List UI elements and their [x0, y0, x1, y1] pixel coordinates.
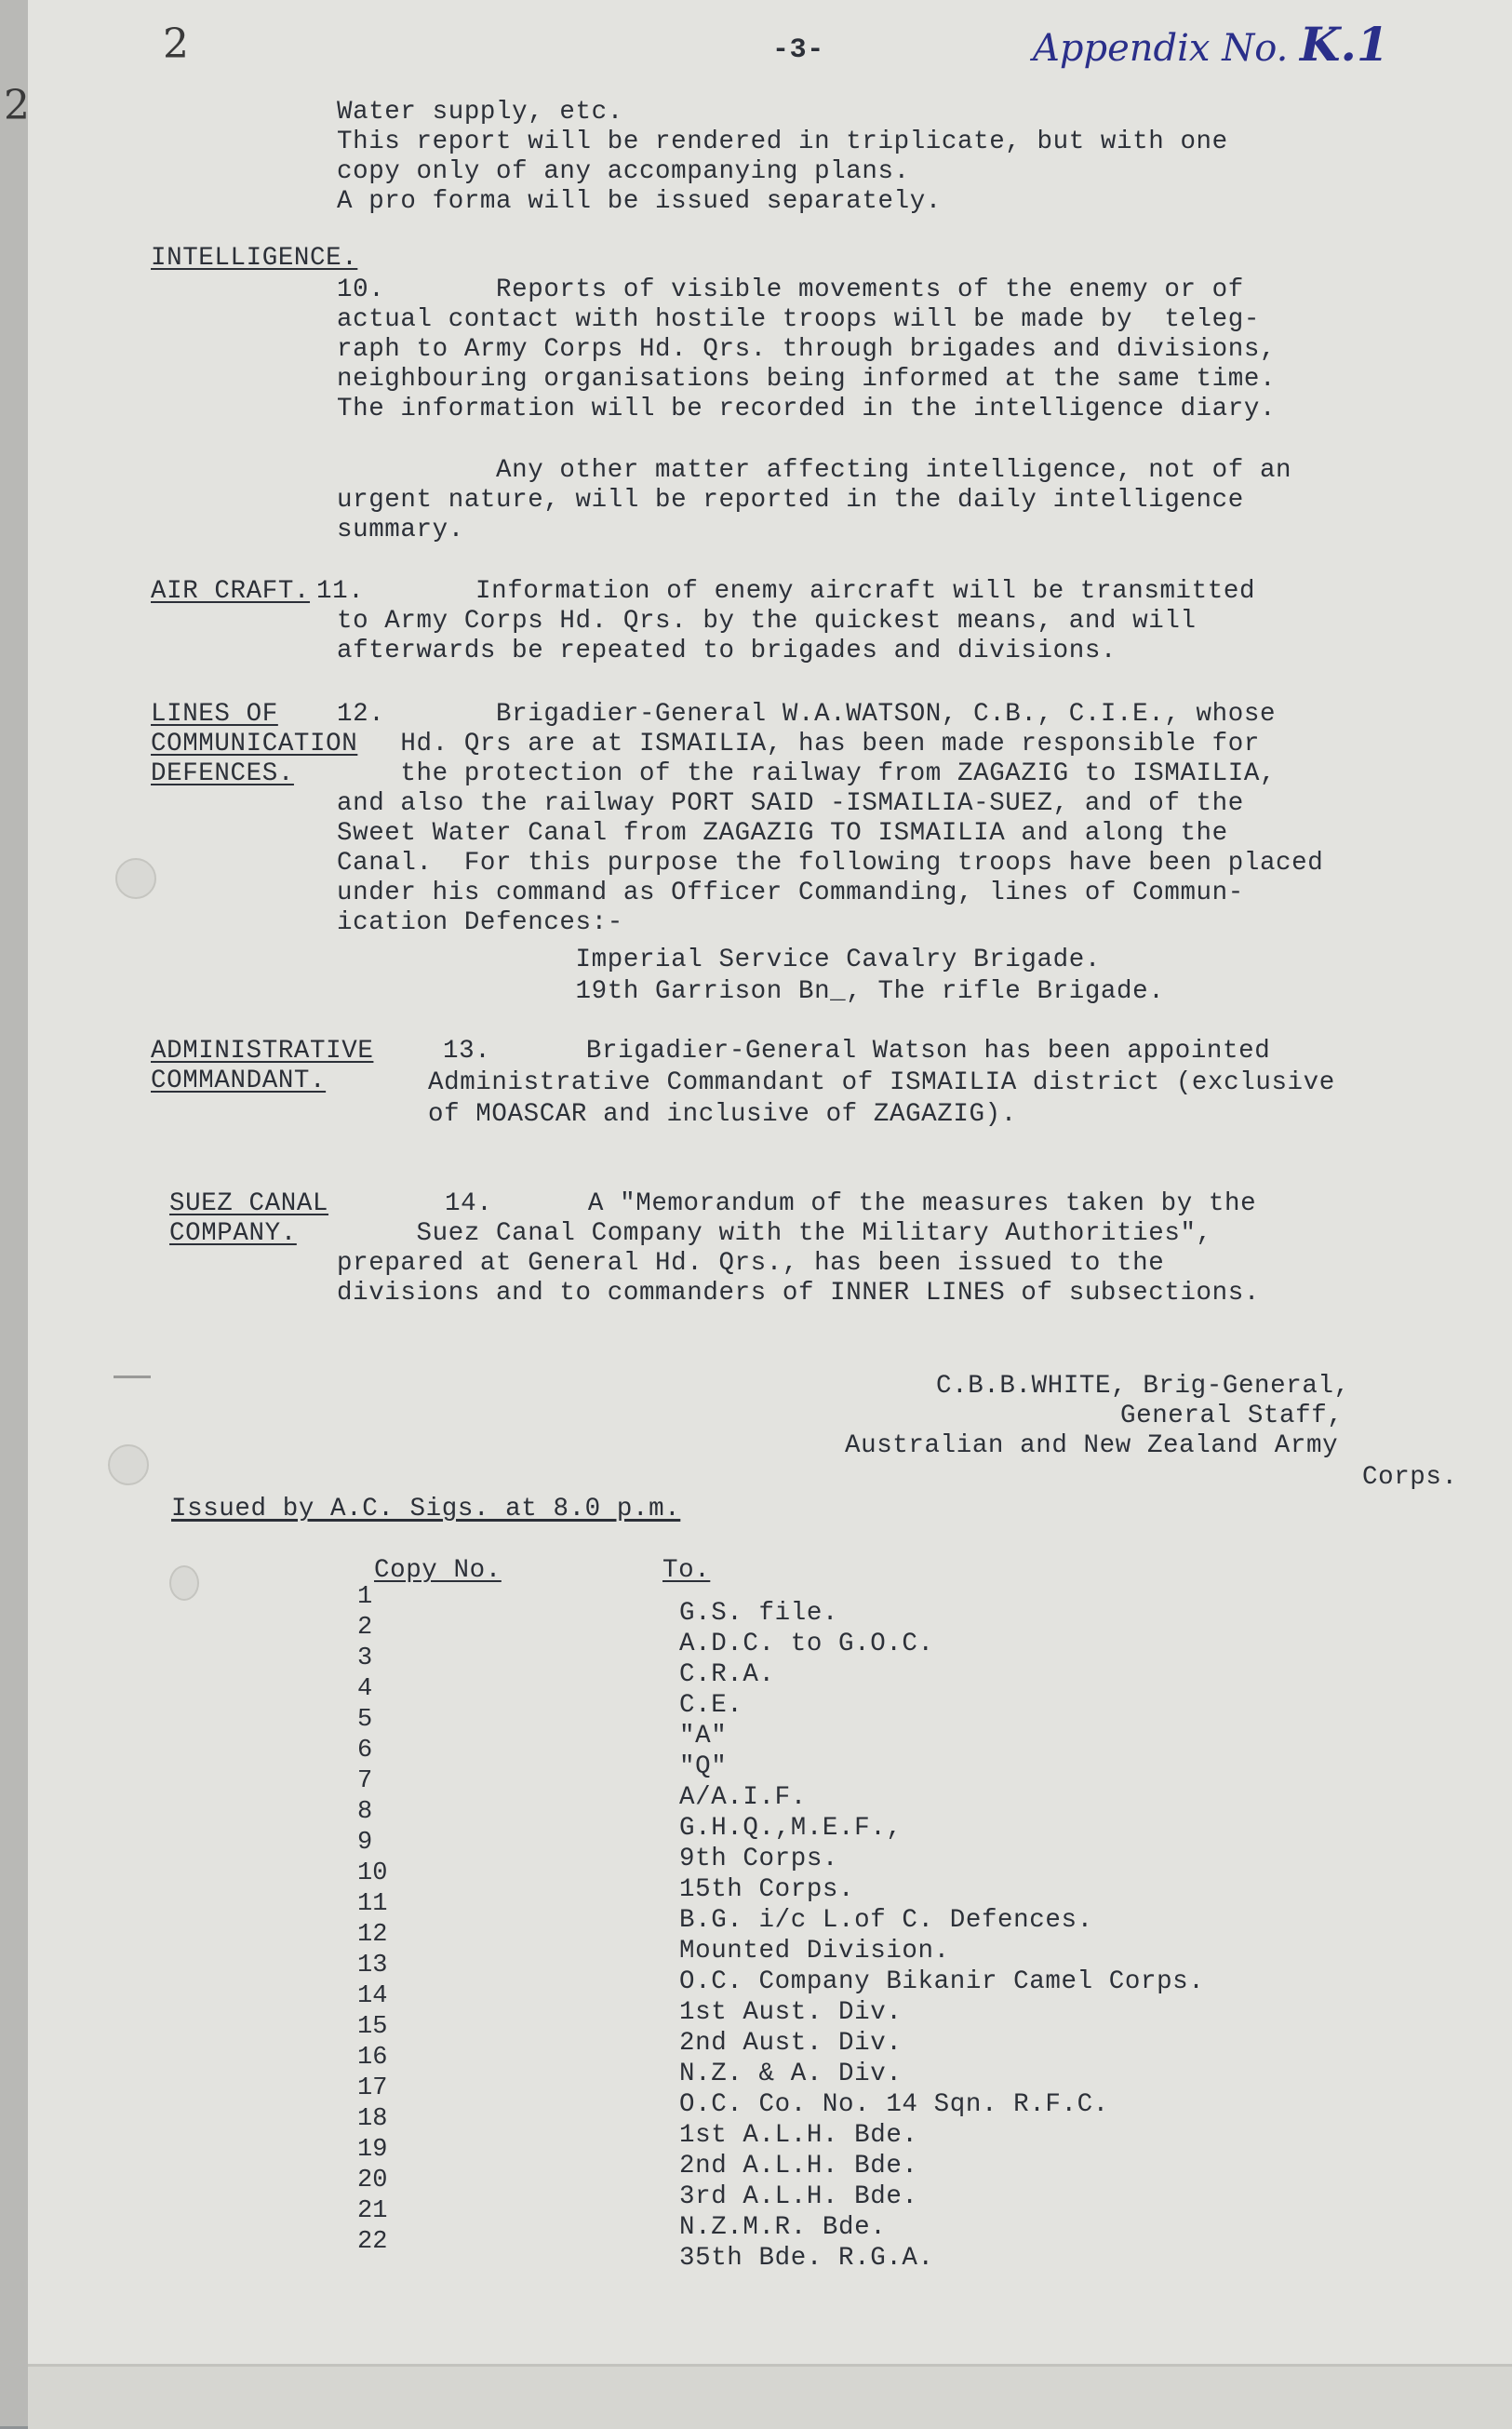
copy-number: 6: [357, 1737, 373, 1765]
recipient: G.S. file.: [679, 1599, 839, 1628]
recipient: Mounted Division.: [679, 1937, 950, 1966]
copy-number: 13: [357, 1952, 388, 1979]
text-line: and also the railway PORT SAID -ISMAILIA-SUEZ, and of the: [337, 789, 1244, 818]
signature-line: Corps.: [1362, 1463, 1458, 1492]
copy-number: 10: [357, 1859, 388, 1887]
recipient: 15th Corps.: [679, 1875, 855, 1904]
text-line: 10. Reports of visible movements of the enemy or of: [337, 275, 1244, 304]
copy-number: 4: [357, 1675, 373, 1703]
text-line: This report will be rendered in triplicate, but with one: [337, 127, 1228, 156]
text-line: 13. Brigadier-General Watson has been appointed: [443, 1037, 1271, 1066]
recipient: A.D.C. to G.O.C.: [679, 1630, 934, 1658]
text-line: Suez Canal Company with the Military Authorities",: [337, 1219, 1212, 1248]
column-header-to: To.: [662, 1556, 711, 1585]
text-line: prepared at General Hd. Qrs., has been issued to the: [337, 1249, 1165, 1278]
text-line: divisions and to commanders of INNER LINES of subsections.: [337, 1279, 1260, 1308]
section-heading: DEFENCES.: [151, 759, 294, 788]
recipient: 1st Aust. Div.: [679, 1998, 903, 2027]
recipient: C.E.: [679, 1691, 743, 1720]
copy-number: 12: [357, 1921, 388, 1949]
copy-number: 16: [357, 2044, 388, 2072]
text-line: the protection of the railway from ZAGAZIG to ISMAILIA,: [337, 759, 1277, 788]
appendix-reference: K.1: [1300, 17, 1389, 72]
document-page: [4, 0, 1512, 2364]
punch-hole: [115, 858, 156, 899]
recipient: 35th Bde. R.G.A.: [679, 2244, 934, 2273]
copy-number: 22: [357, 2228, 388, 2256]
underlying-sheet-edge: [28, 2364, 1512, 2429]
text-line: A pro forma will be issued separately.: [337, 187, 942, 216]
recipient: A/A.I.F.: [679, 1783, 807, 1812]
text-line: raph to Army Corps Hd. Qrs. through brigades and divisions,: [337, 335, 1277, 364]
text-line: summary.: [337, 516, 464, 544]
copy-number: 3: [357, 1644, 373, 1672]
appendix-label: [1033, 17, 1389, 72]
text-line: The information will be recorded in the intelligence diary.: [337, 395, 1277, 423]
text-line: to Army Corps Hd. Qrs. by the quickest means, and will: [337, 607, 1197, 636]
text-line: Sweet Water Canal from ZAGAZIG TO ISMAILIA and along the: [337, 819, 1228, 848]
text-line: afterwards be repeated to brigades and divisions.: [337, 637, 1117, 665]
text-line: under his command as Officer Commanding, lines of Commun-: [337, 879, 1244, 907]
issued-line: Issued by A.C. Sigs. at 8.0 p.m.: [171, 1495, 681, 1523]
page-label: -3-: [772, 34, 824, 66]
text-line: actual contact with hostile troops will be made by teleg-: [337, 305, 1260, 334]
section-heading: INTELLIGENCE.: [151, 244, 358, 273]
handwritten-edge-mark: 2: [4, 82, 30, 129]
section-heading: COMMUNICATION: [151, 730, 358, 758]
copy-number: 8: [357, 1798, 373, 1826]
section-heading: LINES OF: [151, 700, 278, 729]
copy-number: 14: [357, 1982, 388, 2010]
recipient: C.R.A.: [679, 1660, 775, 1689]
text-line: Canal. For this purpose the following troops have been placed: [337, 849, 1324, 878]
punch-hole: [108, 1444, 149, 1485]
text-line: Any other matter affecting intelligence, not of an: [337, 456, 1292, 485]
copy-number: 5: [357, 1706, 373, 1734]
recipient: "Q": [679, 1752, 728, 1781]
section-heading: SUEZ CANAL: [169, 1189, 329, 1218]
recipient: 3rd A.L.H. Bde.: [679, 2182, 918, 2211]
text-line: Imperial Service Cavalry Brigade.: [337, 946, 1101, 974]
recipient: G.H.Q.,M.E.F.,: [679, 1814, 903, 1843]
text-line: ication Defences:-: [337, 908, 623, 937]
signature-line: Australian and New Zealand Army: [845, 1431, 1339, 1460]
text-line: Water supply, etc.: [337, 98, 623, 127]
copy-number: 11: [357, 1890, 388, 1918]
copy-number: 19: [357, 2136, 388, 2164]
text-line: 11. Information of enemy aircraft will be transmitted: [316, 577, 1256, 606]
text-line: 19th Garrison Bn_, The rifle Brigade.: [337, 977, 1165, 1006]
copy-number: 2: [357, 1614, 373, 1642]
section-heading: COMPANY.: [169, 1219, 297, 1248]
copy-number: 18: [357, 2105, 388, 2133]
recipient: O.C. Co. No. 14 Sqn. R.F.C.: [679, 2090, 1109, 2119]
copy-number: 7: [357, 1767, 373, 1795]
section-heading: COMMANDANT.: [151, 1067, 327, 1095]
margin-mark: [114, 1376, 151, 1378]
text-line: of MOASCAR and inclusive of ZAGAZIG).: [428, 1100, 1017, 1129]
signature-line: General Staff,: [1120, 1402, 1344, 1430]
section-heading: ADMINISTRATIVE: [151, 1037, 374, 1066]
appendix-text: Appendix No.: [1033, 27, 1289, 70]
text-line: Hd. Qrs are at ISMAILIA, has been made responsible for: [337, 730, 1260, 758]
recipient: N.Z.M.R. Bde.: [679, 2213, 887, 2242]
text-line: Administrative Commandant of ISMAILIA district (exclusive: [428, 1068, 1335, 1097]
recipient: 2nd Aust. Div.: [679, 2029, 903, 2058]
punch-hole: [169, 1565, 199, 1601]
recipient: B.G. i/c L.of C. Defences.: [679, 1906, 1093, 1935]
recipient: 1st A.L.H. Bde.: [679, 2121, 918, 2150]
recipient: 2nd A.L.H. Bde.: [679, 2152, 918, 2181]
text-line: urgent nature, will be reported in the daily intelligence: [337, 486, 1244, 515]
column-header-copy-no: Copy No.: [374, 1556, 502, 1585]
copy-number: 9: [357, 1829, 373, 1857]
handwritten-page-number: 2: [163, 20, 189, 68]
text-line: copy only of any accompanying plans.: [337, 157, 910, 186]
copy-number: 1: [357, 1583, 373, 1611]
recipient: O.C. Company Bikanir Camel Corps.: [679, 1967, 1205, 1996]
copy-number: 15: [357, 2013, 388, 2041]
signature-line: C.B.B.WHITE, Brig-General,: [936, 1372, 1350, 1401]
section-heading: AIR CRAFT.: [151, 577, 311, 606]
recipient: 9th Corps.: [679, 1845, 839, 1873]
text-line: 12. Brigadier-General W.A.WATSON, C.B., C.I.E., whose: [337, 700, 1277, 729]
text-line: 14. A "Memorandum of the measures taken by the: [445, 1189, 1257, 1218]
text-line: neighbouring organisations being informed at the same time.: [337, 365, 1277, 394]
copy-number: 21: [357, 2197, 388, 2225]
copy-number: 17: [357, 2074, 388, 2102]
recipient: "A": [679, 1722, 728, 1751]
copy-number: 20: [357, 2167, 388, 2194]
recipient: N.Z. & A. Div.: [679, 2060, 903, 2088]
